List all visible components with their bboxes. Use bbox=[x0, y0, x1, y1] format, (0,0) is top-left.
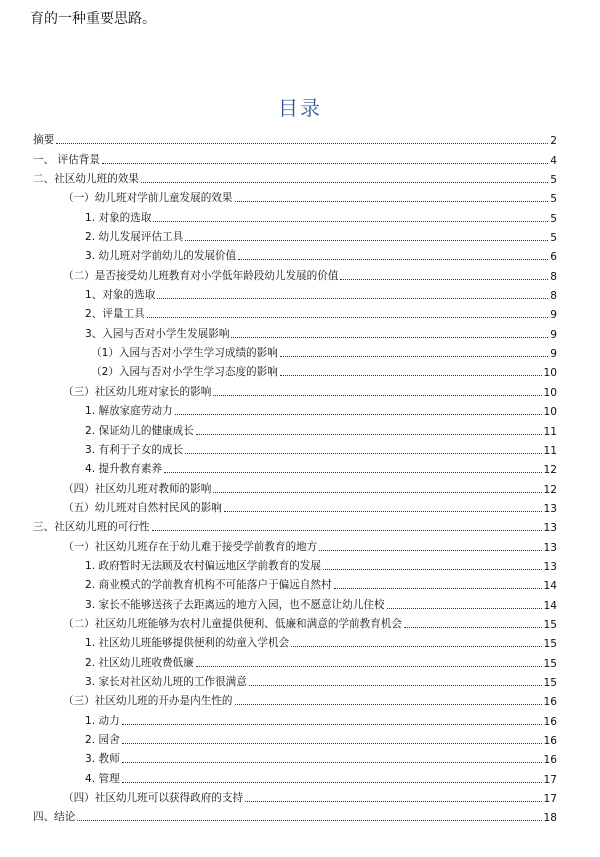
toc-entry-title: 3. 幼儿班对学前幼儿的发展价值 bbox=[85, 250, 237, 263]
toc-dot-leader bbox=[280, 375, 542, 376]
toc-dot-leader bbox=[235, 704, 542, 705]
toc-entry-title: （三）社区幼儿班的开办是内生性的 bbox=[63, 695, 233, 708]
toc-entry-title: （1）入园与否对小学生学习成绩的影响 bbox=[91, 347, 278, 360]
toc-entry[interactable] bbox=[33, 263, 557, 282]
toc-page-number: 16 bbox=[543, 735, 557, 747]
toc-entry[interactable] bbox=[33, 438, 557, 457]
toc-dot-leader bbox=[291, 646, 541, 647]
toc-dot-leader bbox=[196, 666, 542, 667]
toc-page-number: 6 bbox=[550, 251, 557, 264]
toc-entry[interactable] bbox=[33, 573, 557, 592]
toc-entry[interactable] bbox=[33, 341, 557, 360]
toc-dot-leader bbox=[164, 472, 541, 473]
toc-dot-leader bbox=[122, 743, 542, 744]
toc-page-number: 9 bbox=[550, 309, 557, 322]
toc-dot-leader bbox=[122, 724, 542, 725]
toc-entry[interactable] bbox=[33, 147, 557, 166]
toc-entry-title: 三、社区幼儿班的可行性 bbox=[33, 521, 150, 534]
toc-entry-title: 4. 提升教育素养 bbox=[85, 463, 163, 476]
toc-entry-title: （二）社区幼儿班能够为农村儿童提供便利、低廉和满意的学前教育机会 bbox=[63, 617, 402, 630]
toc-entry-title: 4. 管理 bbox=[85, 772, 120, 785]
toc-page-number: 5 bbox=[550, 232, 557, 245]
toc-entry-title: （三）社区幼儿班对家长的影响 bbox=[63, 385, 212, 398]
toc-entry-title: （四）社区幼儿班对教师的影响 bbox=[63, 482, 212, 495]
toc-entry[interactable] bbox=[33, 747, 557, 766]
toc-page-number: 12 bbox=[543, 483, 557, 496]
toc-entry-title: 2、评量工具 bbox=[85, 308, 145, 321]
toc-dot-leader bbox=[249, 685, 542, 686]
toc-page-number: 13 bbox=[543, 502, 557, 515]
toc-entry-title: 1、对象的选取 bbox=[85, 289, 156, 302]
toc-page-number: 14 bbox=[543, 580, 557, 593]
toc-dot-leader bbox=[238, 259, 548, 260]
toc-dot-leader bbox=[319, 550, 541, 551]
toc-page-number: 14 bbox=[543, 599, 557, 612]
toc-page-number: 13 bbox=[543, 522, 557, 535]
toc-page-number: 16 bbox=[543, 754, 557, 767]
toc-page-number: 10 bbox=[543, 367, 557, 380]
toc-dot-leader bbox=[157, 298, 548, 299]
toc-dot-leader bbox=[196, 434, 542, 435]
toc-page-number: 11 bbox=[543, 444, 557, 457]
toc-entry-title: 3、入园与否对小学生发展影响 bbox=[85, 327, 230, 340]
toc-dot-leader bbox=[147, 317, 549, 318]
toc-entry-title: 1. 动力 bbox=[85, 714, 120, 727]
toc-page-number: 15 bbox=[543, 676, 557, 689]
toc-title: 目录 bbox=[278, 96, 322, 120]
toc-entry[interactable] bbox=[33, 476, 557, 495]
toc-page-number: 16 bbox=[543, 696, 557, 709]
toc-dot-leader bbox=[152, 530, 542, 531]
toc-entry-title: 1. 对象的选取 bbox=[85, 211, 152, 224]
toc-entry-title: （二）是否接受幼儿班教育对小学低年龄段幼儿发展的价值 bbox=[63, 269, 339, 282]
toc-page-number: 17 bbox=[543, 793, 557, 806]
toc-dot-leader bbox=[213, 395, 541, 396]
toc-page-number: 18 bbox=[543, 812, 557, 825]
toc-entry-title: 四、结论 bbox=[33, 811, 76, 824]
toc-page-number: 11 bbox=[543, 425, 557, 438]
toc-entry[interactable] bbox=[33, 283, 557, 302]
toc-entry-title: 3. 家长不能够送孩子去距离远的地方入园，也不愿意让幼儿住校 bbox=[85, 598, 385, 611]
toc-entry-title: （五）幼儿班对自然村民风的影响 bbox=[63, 501, 222, 514]
toc-entry-title: （一）社区幼儿班存在于幼儿难于接受学前教育的地方 bbox=[63, 540, 318, 553]
toc-entry[interactable] bbox=[33, 399, 557, 418]
toc-entry-title: 1. 解放家庭劳动力 bbox=[85, 405, 173, 418]
toc-entry[interactable] bbox=[33, 186, 557, 205]
toc-entry-title: 3. 家长对社区幼儿班的工作很满意 bbox=[85, 675, 247, 688]
toc-entry-title: （四）社区幼儿班可以获得政府的支持 bbox=[63, 792, 244, 805]
toc-entry-title: 1. 社区幼儿班能够提供便利的幼童入学机会 bbox=[85, 637, 290, 650]
toc-page-number: 2 bbox=[550, 135, 557, 148]
toc-dot-leader bbox=[231, 337, 548, 338]
toc-dot-leader bbox=[153, 221, 548, 222]
toc-dot-leader bbox=[213, 492, 541, 493]
toc-entry[interactable] bbox=[33, 205, 557, 224]
toc-page-number: 12 bbox=[543, 464, 557, 477]
toc-page-number: 9 bbox=[550, 348, 557, 361]
toc-entry[interactable] bbox=[33, 225, 557, 244]
toc-entry[interactable] bbox=[33, 418, 557, 437]
toc-dot-leader bbox=[77, 820, 541, 821]
toc-entry[interactable] bbox=[33, 360, 557, 379]
toc-dot-leader bbox=[141, 182, 548, 183]
toc-page-number: 10 bbox=[543, 406, 557, 419]
toc-entry[interactable] bbox=[33, 592, 557, 611]
toc-entry[interactable] bbox=[33, 321, 557, 340]
toc-page-number: 17 bbox=[543, 773, 557, 786]
toc-entry-title: （2）入园与否对小学生学习态度的影响 bbox=[91, 366, 278, 379]
toc-entry[interactable] bbox=[33, 786, 557, 805]
table-of-contents bbox=[33, 128, 557, 824]
toc-dot-leader bbox=[404, 627, 542, 628]
toc-entry-title: 2. 幼儿发展评估工具 bbox=[85, 231, 184, 244]
toc-page-number: 16 bbox=[543, 715, 557, 728]
toc-page-number: 13 bbox=[543, 560, 557, 573]
toc-entry-title: 1. 政府暂时无法顾及农村偏远地区学前教育的发展 bbox=[85, 559, 321, 572]
toc-entry-title: （一）幼儿班对学前儿童发展的效果 bbox=[63, 192, 233, 205]
toc-page-number: 5 bbox=[550, 193, 557, 206]
toc-entry[interactable] bbox=[33, 728, 557, 747]
toc-entry-title: 3. 有利于子女的成长 bbox=[85, 443, 184, 456]
toc-entry[interactable] bbox=[33, 554, 557, 573]
toc-entry-title: 3. 教师 bbox=[85, 753, 120, 766]
toc-dot-leader bbox=[175, 414, 542, 415]
toc-page-number: 8 bbox=[550, 270, 557, 283]
toc-entry[interactable] bbox=[33, 496, 557, 515]
toc-entry[interactable] bbox=[33, 670, 557, 689]
toc-dot-leader bbox=[185, 240, 548, 241]
toc-entry-title: 2. 园舍 bbox=[85, 734, 120, 746]
toc-entry[interactable] bbox=[33, 515, 557, 534]
toc-dot-leader bbox=[224, 511, 542, 512]
toc-entry-title: 二、社区幼儿班的效果 bbox=[33, 173, 139, 186]
toc-page-number: 5 bbox=[550, 174, 557, 187]
toc-entry[interactable] bbox=[33, 805, 557, 824]
toc-entry[interactable] bbox=[33, 244, 557, 263]
toc-entry-title: 2. 社区幼儿班收费低廉 bbox=[85, 656, 194, 669]
toc-dot-leader bbox=[280, 356, 548, 357]
toc-dot-leader bbox=[235, 201, 549, 202]
toc-entry[interactable] bbox=[33, 128, 557, 147]
toc-entry[interactable] bbox=[33, 379, 557, 398]
toc-page-number: 8 bbox=[550, 290, 557, 303]
toc-dot-leader bbox=[334, 588, 542, 589]
toc-entry[interactable] bbox=[33, 612, 557, 631]
toc-dot-leader bbox=[185, 453, 541, 454]
toc-dot-leader bbox=[245, 801, 541, 802]
toc-entry[interactable] bbox=[33, 650, 557, 669]
toc-dot-leader bbox=[323, 569, 542, 570]
toc-entry-title: 2. 商业模式的学前教育机构不可能落户于偏远自然村 bbox=[85, 579, 332, 592]
previous-page-text: 育的一种重要思路。 bbox=[30, 11, 156, 27]
toc-dot-leader bbox=[102, 163, 548, 164]
toc-page-number: 9 bbox=[550, 328, 557, 341]
toc-page-number: 15 bbox=[543, 638, 557, 651]
toc-page-number: 10 bbox=[543, 386, 557, 399]
toc-entry[interactable] bbox=[33, 302, 557, 321]
toc-page-number: 15 bbox=[543, 657, 557, 670]
toc-entry-title: 2. 保证幼儿的健康成长 bbox=[85, 424, 194, 437]
toc-entry-title: 一、 评估背景 bbox=[33, 153, 100, 166]
toc-entry[interactable] bbox=[33, 457, 557, 476]
toc-entry[interactable] bbox=[33, 631, 557, 650]
toc-entry[interactable] bbox=[33, 534, 557, 553]
toc-dot-leader bbox=[387, 608, 542, 609]
toc-page-number: 4 bbox=[550, 154, 557, 167]
toc-entry[interactable] bbox=[33, 689, 557, 708]
toc-dot-leader bbox=[122, 782, 542, 783]
toc-page-number: 13 bbox=[543, 541, 557, 554]
toc-entry[interactable] bbox=[33, 167, 557, 186]
toc-page-number: 5 bbox=[550, 212, 557, 225]
toc-dot-leader bbox=[122, 762, 542, 763]
toc-dot-leader bbox=[340, 279, 548, 280]
toc-entry[interactable] bbox=[33, 708, 557, 727]
toc-entry[interactable] bbox=[33, 766, 557, 785]
toc-entry-title: 摘要 bbox=[33, 134, 55, 147]
toc-page-number: 15 bbox=[543, 618, 557, 631]
toc-dot-leader bbox=[56, 143, 548, 144]
